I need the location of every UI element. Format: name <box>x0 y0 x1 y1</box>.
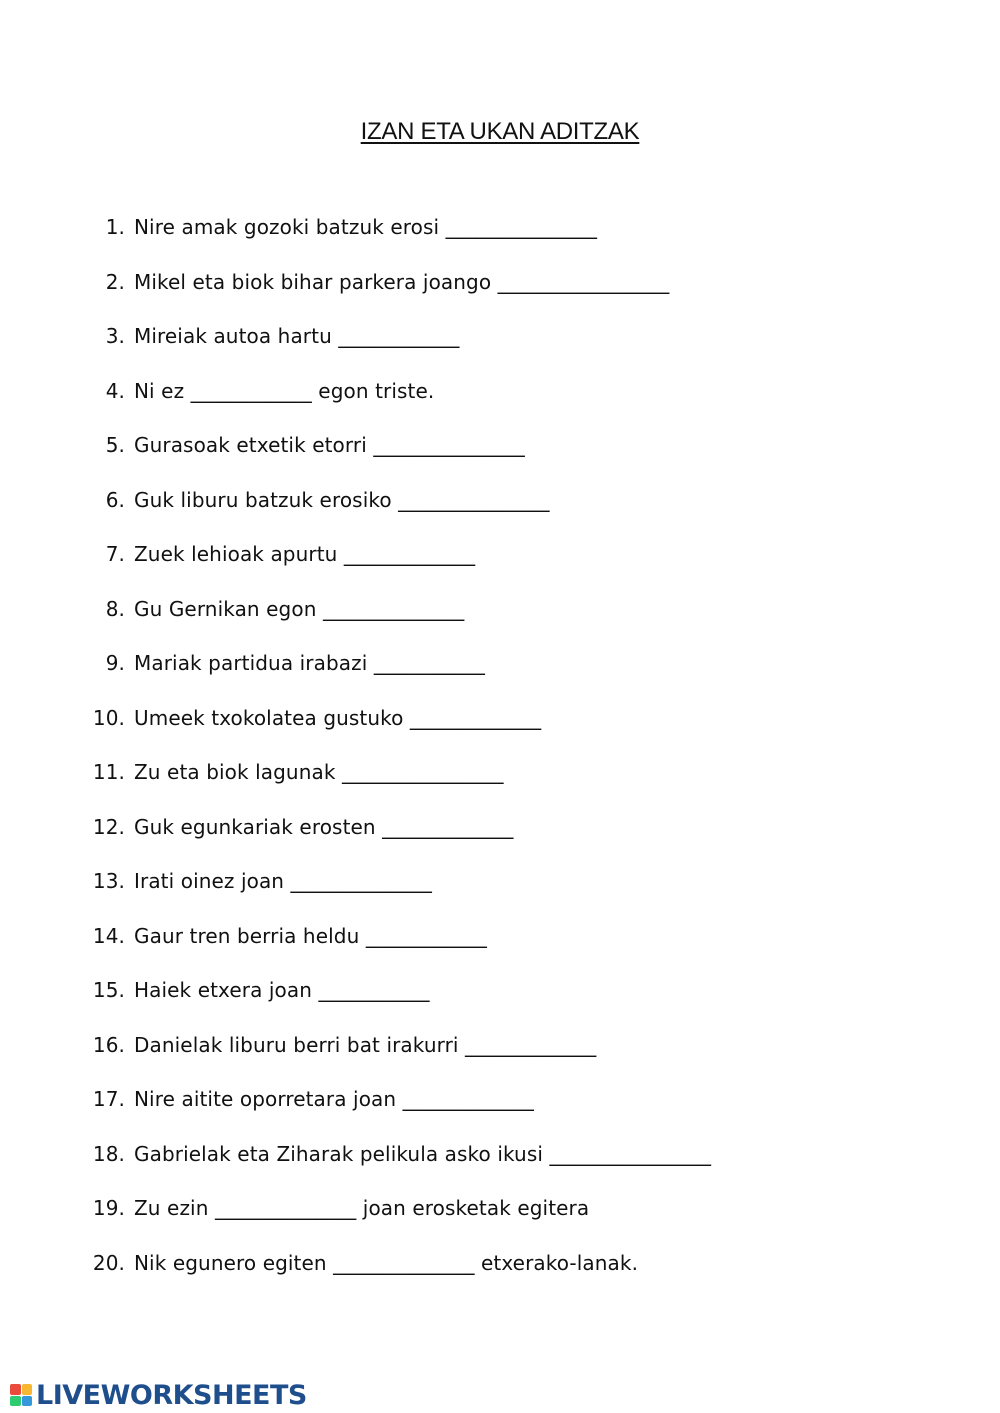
exercise-text: Gurasoak etxetik etorri <box>134 433 374 457</box>
exercise-number: 12. <box>92 815 125 839</box>
answer-blank[interactable]: ___________ <box>318 978 430 1002</box>
exercise-text: Gaur tren berria heldu <box>134 924 366 948</box>
exercise-number: 8. <box>105 597 125 621</box>
exercise-number: 14. <box>92 924 125 948</box>
exercise-text: Zuek lehioak apurtu <box>134 542 344 566</box>
exercise-number: 13. <box>92 869 125 893</box>
logo-square <box>22 1396 33 1407</box>
liveworksheets-logo-icon <box>10 1384 32 1406</box>
exercise-item <box>0 866 432 896</box>
answer-blank[interactable]: ______________ <box>214 1196 357 1220</box>
exercise-text: Ni ez <box>134 379 191 403</box>
exercise-text: Gu Gernikan egon <box>134 597 323 621</box>
exercise-text: Umeek txokolatea gustuko <box>134 706 410 730</box>
brand-name: LIVEWORKSHEETS <box>36 1379 307 1411</box>
exercise-text-after: joan erosketak egitera <box>356 1196 590 1220</box>
exercise-number: 4. <box>105 379 125 403</box>
answer-blank[interactable]: ______________ <box>333 1251 475 1275</box>
answer-blank[interactable]: _____________ <box>382 815 514 839</box>
exercise-item <box>0 1084 534 1114</box>
answer-blank[interactable]: _____________ <box>409 706 542 730</box>
answer-blank[interactable]: ___________ <box>373 651 485 675</box>
exercise-item <box>0 212 597 242</box>
exercise-text: Irati oinez joan <box>134 869 291 893</box>
logo-square <box>10 1396 21 1407</box>
exercise-text: Guk liburu batzuk erosiko <box>134 488 399 512</box>
exercise-number: 15. <box>92 978 125 1002</box>
answer-blank[interactable]: _____________ <box>402 1087 534 1111</box>
answer-blank[interactable]: ____________ <box>365 924 488 948</box>
exercise-text: Haiek etxera joan <box>134 978 319 1002</box>
logo-square <box>22 1384 33 1395</box>
exercise-item <box>0 648 485 678</box>
exercise-text: Danielak liburu berri bat irakurri <box>134 1033 466 1057</box>
exercise-number: 5. <box>105 433 125 457</box>
exercise-text: Nire amak gozoki batzuk erosi <box>134 215 446 239</box>
exercise-text-after: egon triste. <box>311 379 435 403</box>
answer-blank[interactable]: _______________ <box>445 215 598 239</box>
exercise-text: Mireiak autoa hartu <box>134 324 339 348</box>
exercise-number: 1. <box>105 215 125 239</box>
exercise-text: Zu eta biok lagunak <box>134 760 342 784</box>
exercise-text: Zu ezin <box>134 1196 215 1220</box>
exercise-number: 7. <box>105 542 125 566</box>
exercise-text: Gabrielak eta Ziharak pelikula asko ikusi <box>134 1142 550 1166</box>
answer-blank[interactable]: ________________ <box>341 760 504 784</box>
logo-square <box>10 1384 21 1395</box>
exercise-number: 2. <box>105 270 125 294</box>
exercise-item <box>0 1193 589 1223</box>
exercise-item <box>0 757 504 787</box>
exercise-number: 6. <box>105 488 125 512</box>
exercise-text: Mariak partidua irabazi <box>134 651 374 675</box>
exercise-item <box>0 376 434 406</box>
exercise-number: 10. <box>92 706 125 730</box>
exercise-number: 9. <box>105 651 125 675</box>
answer-blank[interactable]: ____________ <box>190 379 312 403</box>
exercise-item <box>0 1139 711 1169</box>
exercise-item <box>0 1030 596 1060</box>
answer-blank[interactable]: _________________ <box>497 270 670 294</box>
answer-blank[interactable]: ______________ <box>322 597 465 621</box>
exercise-item <box>0 594 464 624</box>
exercise-item <box>0 485 550 515</box>
exercise-item <box>0 812 513 842</box>
exercise-number: 17. <box>92 1087 125 1111</box>
exercise-number: 11. <box>92 760 125 784</box>
exercise-number: 19. <box>92 1196 125 1220</box>
exercise-number: 16. <box>92 1033 125 1057</box>
exercise-text: Guk egunkariak erosten <box>134 815 383 839</box>
answer-blank[interactable]: _______________ <box>398 488 550 512</box>
worksheet-title: IZAN ETA UKAN ADITZAK <box>360 118 640 145</box>
answer-blank[interactable]: _______________ <box>373 433 525 457</box>
exercise-item <box>0 1248 638 1278</box>
exercise-text: Nire aitite oporretara joan <box>134 1087 403 1111</box>
exercise-item <box>0 267 669 297</box>
exercise-text: Nik egunero egiten <box>134 1251 334 1275</box>
answer-blank[interactable]: ______________ <box>290 869 432 893</box>
exercise-item <box>0 321 460 351</box>
exercise-item <box>0 921 487 951</box>
answer-blank[interactable]: _____________ <box>343 542 476 566</box>
footer-brand <box>10 1378 307 1412</box>
exercise-item <box>0 430 525 460</box>
exercise-item <box>0 539 475 569</box>
exercise-number: 20. <box>92 1251 125 1275</box>
answer-blank[interactable]: ____________ <box>338 324 460 348</box>
exercise-text: Mikel eta biok bihar parkera joango <box>134 270 498 294</box>
exercise-number: 3. <box>105 324 125 348</box>
exercise-text-after: etxerako-lanak. <box>474 1251 639 1275</box>
answer-blank[interactable]: _____________ <box>465 1033 597 1057</box>
exercise-number: 18. <box>92 1142 125 1166</box>
answer-blank[interactable]: ________________ <box>549 1142 712 1166</box>
exercise-item <box>0 703 541 733</box>
exercise-item <box>0 975 430 1005</box>
